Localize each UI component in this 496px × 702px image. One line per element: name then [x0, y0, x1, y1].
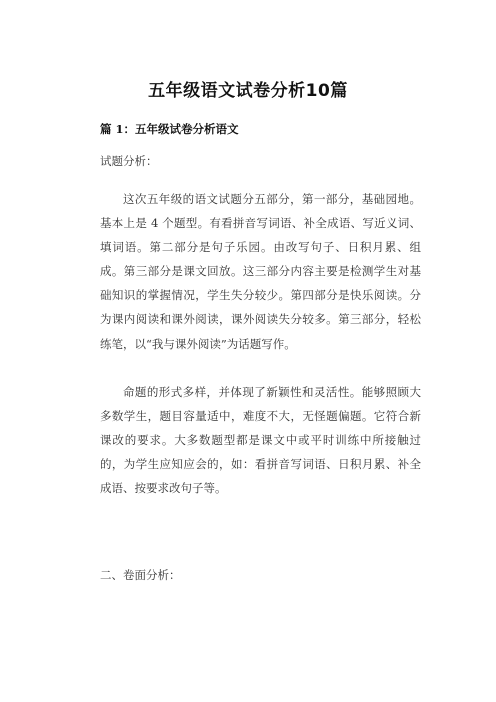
document-title: 五年级语文试卷分析10篇: [148, 81, 348, 101]
subheading-question-analysis: 试题分析：: [100, 154, 158, 168]
section-heading: 篇 1：五年级试卷分析语文: [100, 122, 239, 136]
paragraph-2: 命题的形式多样，并体现了新颖性和灵活性。能够照顾大多数学生，题目容量适中，难度不大，无怪题偏题。它符合新课改的要求。大多数题型都是课文中或平时训练中所接触过的，为学生应知应会的，如：看拼音写词语、日积月累、补全成语、按要求改句子等。: [100, 385, 421, 496]
paragraph-1: 这次五年级的语文试题分五部分，第一部分，基础园地。基本上是 4 个题型。有看拼音写词语、补全成语、写近义词、填词语。第二部分是句子乐园。由改写句子、日积月累、组成。第三部分是课文回放。这三部分内容主要是检测学生对基础知识的掌握情况，学生失分较少。第四部分是快乐阅读。分为课内阅读和课外阅读，课外阅读失分较多。第三部分，轻松练笔，以“我与课外阅读”为话题写作。: [100, 192, 421, 351]
subheading-paper-analysis: 二、卷面分析：: [100, 568, 181, 582]
